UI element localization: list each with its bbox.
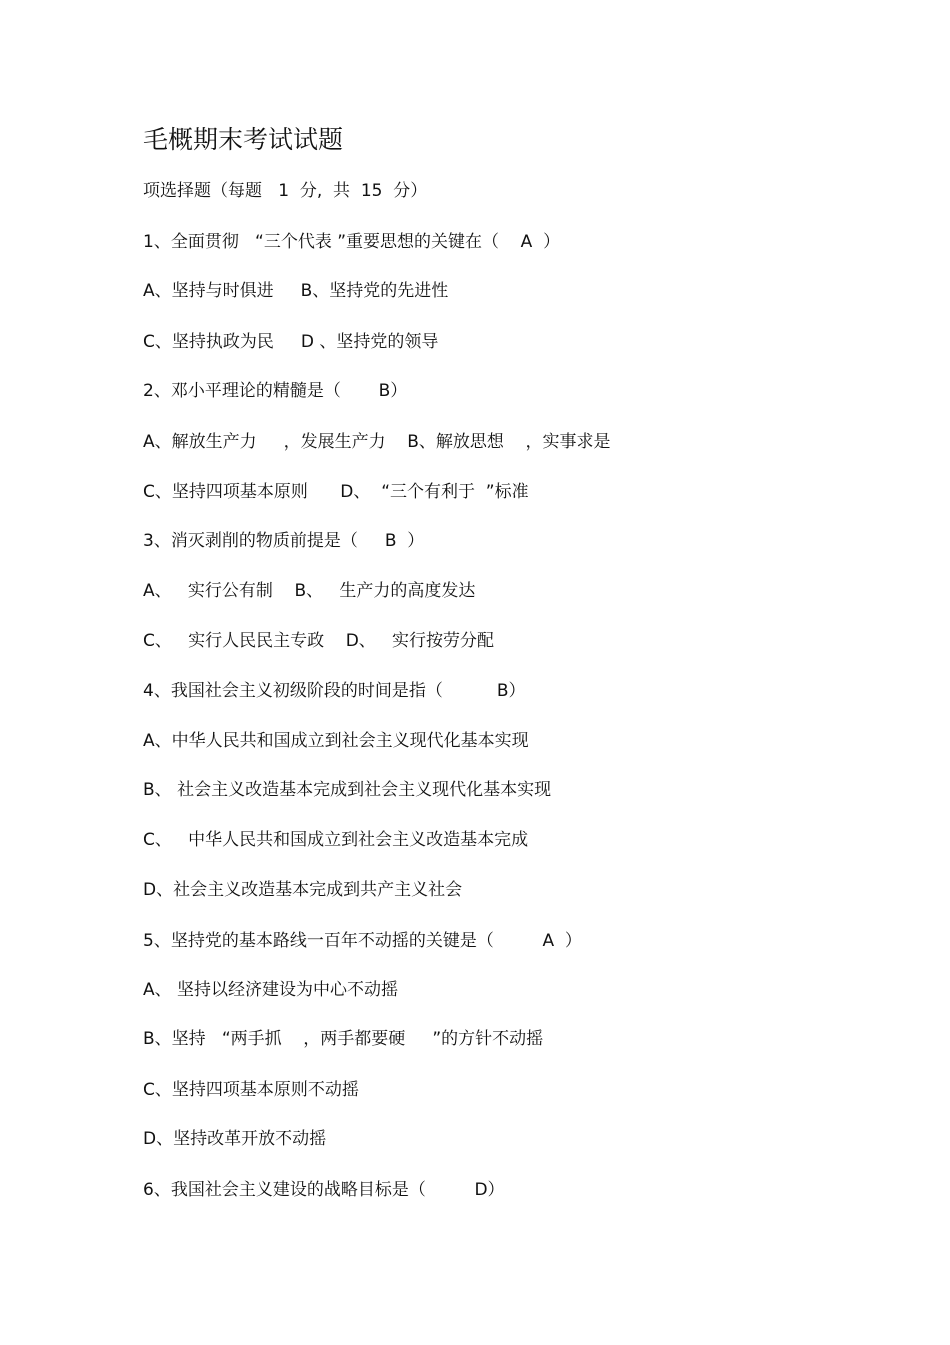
question-1-options-ab: A、坚持与时俱进 B、坚持党的先进性	[143, 281, 449, 301]
question-6: 6、我国社会主义建设的战略目标是（ D）	[143, 1180, 505, 1200]
question-4-option-c: C、 中华人民共和国成立到社会主义改造基本完成	[143, 830, 529, 850]
question-5-option-a: A、 坚持以经济建设为中心不动摇	[143, 980, 399, 1000]
question-5-option-d: D、坚持改革开放不动摇	[143, 1129, 327, 1149]
question-5: 5、坚持党的基本路线一百年不动摇的关键是（ A ）	[143, 931, 582, 951]
document-title: 毛概期末考试试题	[143, 125, 344, 154]
question-4-option-b: B、 社会主义改造基本完成到社会主义现代化基本实现	[143, 780, 552, 800]
question-3: 3、消灭剥削的物质前提是（ B ）	[143, 531, 425, 551]
question-5-option-c: C、坚持四项基本原则不动摇	[143, 1080, 359, 1100]
question-2: 2、邓小平理论的精髓是（ B）	[143, 381, 408, 401]
question-4-option-d: D、社会主义改造基本完成到共产主义社会	[143, 880, 463, 900]
question-3-options-ab: A、 实行公有制 B、 生产力的高度发达	[143, 581, 476, 601]
question-3-options-cd: C、 实行人民民主专政 D、 实行按劳分配	[143, 631, 494, 651]
question-2-options-ab: A、解放生产力 ，发展生产力 B、解放思想 ，实事求是	[143, 432, 611, 452]
question-1: 1、全面贯彻 “三个代表 ”重要思想的关键在（ A ）	[143, 232, 561, 252]
question-4: 4、我国社会主义初级阶段的时间是指（ B）	[143, 681, 526, 701]
question-1-options-cd: C、坚持执政为民 D 、坚持党的领导	[143, 332, 439, 352]
question-5-option-b: B、坚持 “两手抓 ，两手都要硬 ”的方针不动摇	[143, 1029, 544, 1049]
section-heading: 项选择题（每题 1 分, 共 15 分）	[143, 181, 428, 201]
question-2-options-cd: C、坚持四项基本原则 D、 “三个有利于 ”标准	[143, 482, 529, 502]
question-4-option-a: A、中华人民共和国成立到社会主义现代化基本实现	[143, 731, 529, 751]
